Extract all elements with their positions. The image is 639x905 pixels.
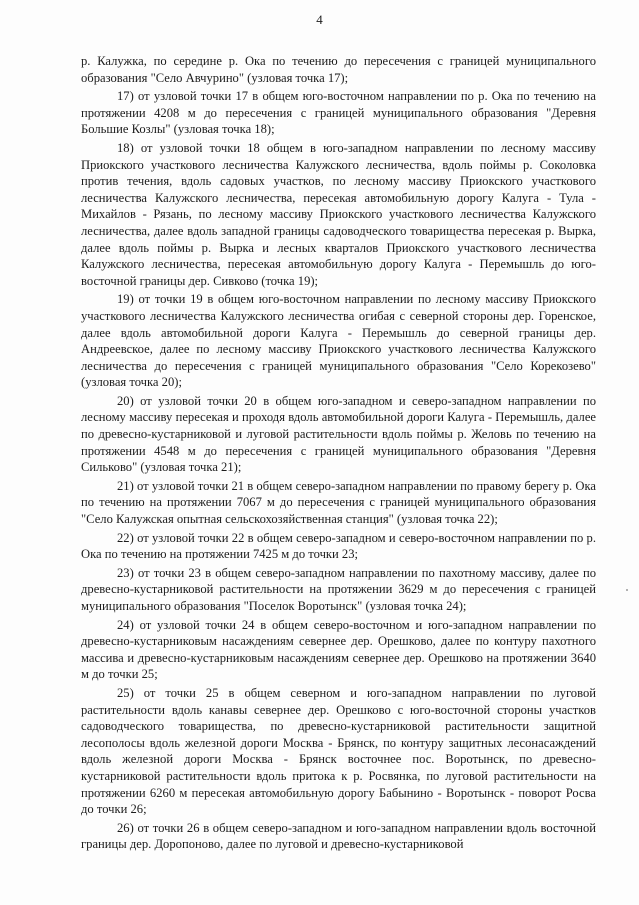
paragraph-18: 18) от узловой точки 18 общем в юго-западном направлении по лесному массиву Приокского участкового лесничества Калужского лесничества, вдоль поймы р. Соколовка против течения, вдоль садовых участков, по лесному массиву Приокского участкового лесничества Калужского лесничества, пересекая автомобильную дорогу Калуга - Тула - Михайлов - Рязань, по лесному массиву Приокского участкового лесничества Калужского лесничества, далее вдоль западной границы садоводческого товарищества пересекая р. Вырка, далее вдоль поймы р. Вырка и лесных кварталов Приокского участкового лесничества Калужского лесничества, пересекая автомобильную дорогу Калуга - Перемышль до юго-восточной границы дер. Сивково (точка 19); bbox=[81, 140, 596, 288]
paragraph-25: 25) от точки 25 в общем северном и юго-западном направлении по луговой растительности вдоль канавы севернее дер. Орешково с юго-восточной стороны участков садоводческого товарищества, по древесно-кустарниковой растительности защитной лесополосы вдоль железной дороги Москва - Брянск, по контуру защитных лесонасаждений вдоль железной дороги Москва - Брянск восточнее пос. Воротынск, по древесно-кустарниковой растительности вдоль притока к р. Росвянка, по луговой растительности на протяжении 6260 м пересекая автомобильную дорогу Бабынино - Воротынск - поворот Росва до точки 26; bbox=[81, 685, 596, 817]
paragraph-26: 26) от точки 26 в общем северо-западном и юго-западном направлении вдоль восточной границы дер. Доропоново, далее по луговой и древесно-кустарниковой bbox=[81, 820, 596, 852]
paragraph-17: 17) от узловой точки 17 в общем юго-восточном направлении по р. Ока по течению на протяжении 4208 м до пересечения с границей муниципального образования "Деревня Большие Козлы" (узловая точка 18); bbox=[81, 89, 596, 137]
paragraph-20: 20) от узловой точки 20 в общем юго-западном и северо-западном направлении по лесному массиву пересекая и проходя вдоль автомобильной дороги Калуга - Перемышль, далее по древесно-кустарниковой и луговой растительности вдоль поймы р. Желовь по течению на протяжении 4548 м до пересечения с границей муниципального образования "Деревня Сильково" (узловая точка 21); bbox=[81, 393, 596, 475]
document-body bbox=[81, 53, 596, 855]
page-number: 4 bbox=[316, 12, 323, 27]
paragraph-22: 22) от узловой точки 22 в общем северо-западном и северо-восточном направлении по р. Ока по течению на протяжении 7425 м до точки 23; bbox=[81, 530, 596, 562]
paragraph-19: 19) от точки 19 в общем юго-восточном направлении по лесному массиву Приокского участкового лесничества Калужского лесничества огибая с северной стороны дер. Горенское, далее вдоль автомобильной дороги Калуга - Перемышль до северной границы дер. Андреевское, далее по лесному массиву Приокского участкового лесничества Калужского лесничества до пересечения с границей муниципального образования "Село Корекозево" (узловая точка 20); bbox=[81, 292, 596, 390]
paragraph-21: 21) от узловой точки 21 в общем северо-западном направлении по правому берегу р. Ока по течению на протяжении 7067 м до пересечения с границей муниципального образования "Село Калужская опытная сельскохозяйственная станция" (узловая точка 22); bbox=[81, 478, 596, 527]
paragraph-continuation: р. Калужка, по середине р. Ока по течению до пересечения с границей муниципального образования "Село Авчурино" (узловая точка 17); bbox=[81, 54, 596, 85]
paragraph-24: 24) от узловой точки 24 в общем северо-восточном и юго-западном направлении по древесно-кустарниковым насаждениям севернее дер. Орешково, далее по контуру пахотного массива и древесно-кустарниковым насаждениям севернее дер. Орешково на протяжении 3640 м до точки 25; bbox=[81, 617, 596, 682]
paragraph-23: 23) от точки 23 в общем северо-западном направлении по пахотному массиву, далее по древесно-кустарниковой растительности на протяжении 3629 м до пересечения с границей муниципального образования "Поселок Воротынск" (узловая точка 24); bbox=[81, 565, 596, 613]
scan-speck bbox=[626, 589, 628, 591]
